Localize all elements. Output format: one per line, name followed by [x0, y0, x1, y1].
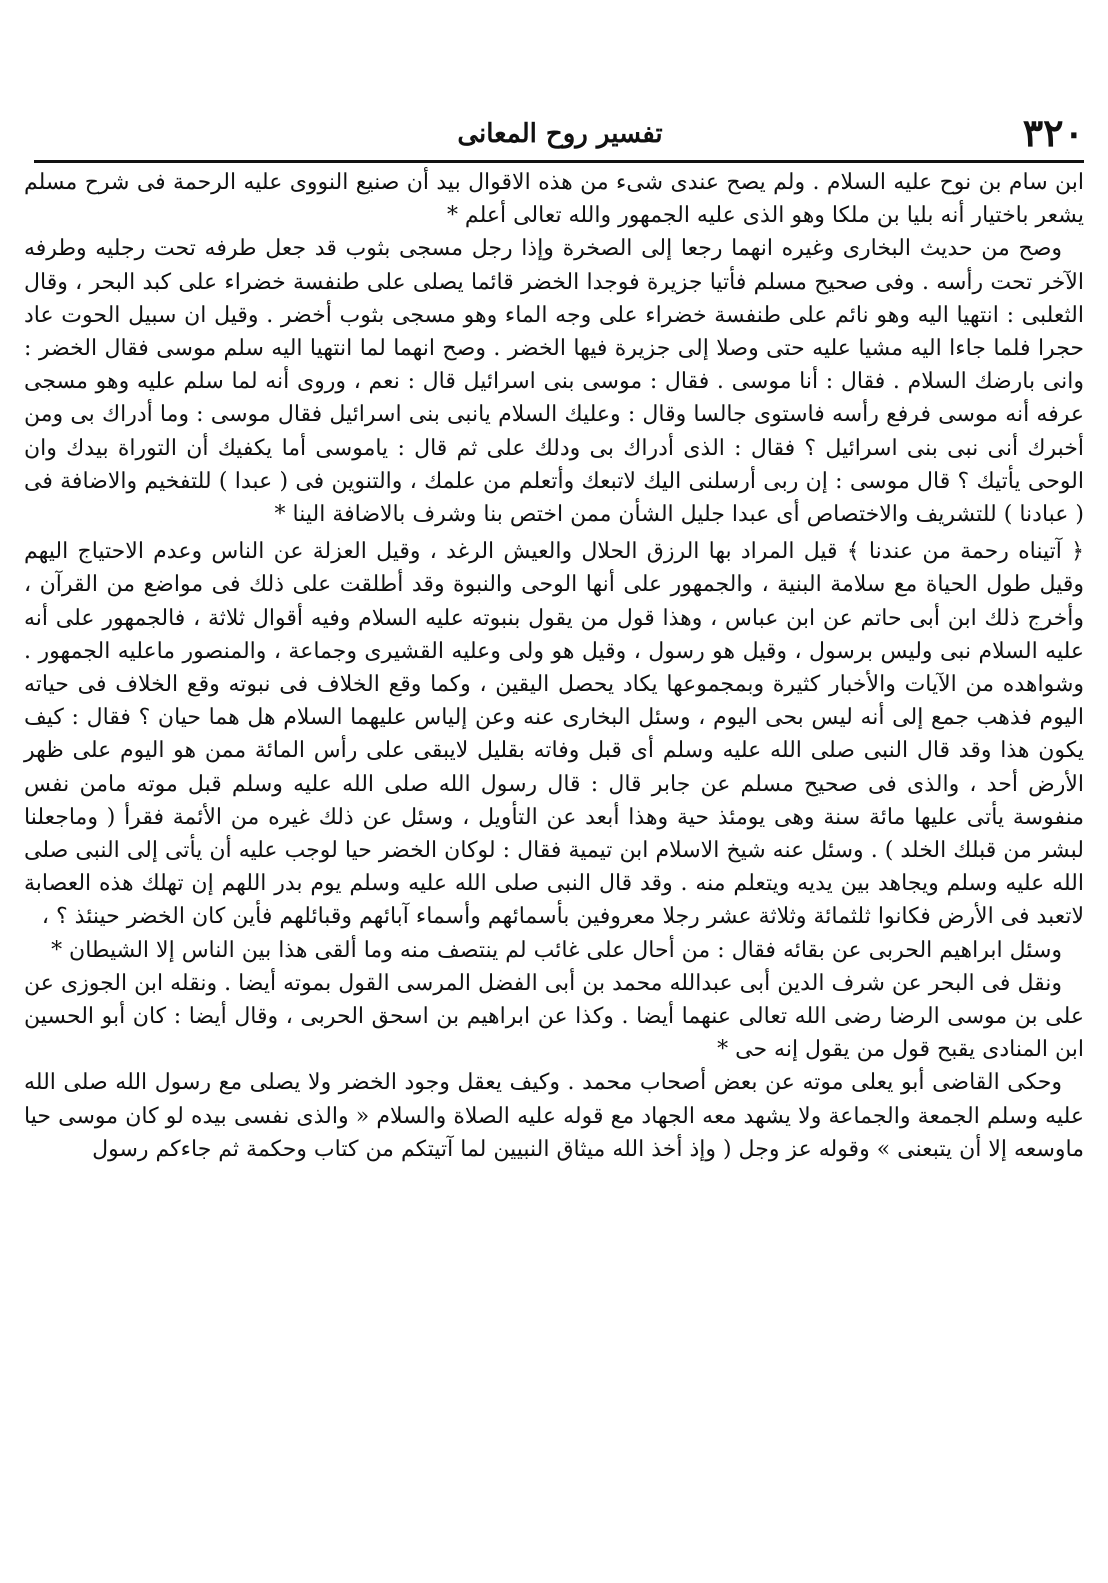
page-number: ٣٢٠: [1022, 110, 1084, 155]
page-header: [36, 108, 1084, 158]
paragraph: وسئل ابراهيم الحربى عن بقائه فقال : من أحال على غائب لم ينتصف منه وما ألقى هذا بين الناس إلا الشيطان *: [51, 937, 1062, 963]
paragraph: وحكى القاضى أبو يعلى موته عن بعض أصحاب محمد . وكيف يعقل وجود الخضر ولا يصلى مع رسول الله صلى الله عليه وسلم الجمعة والجماعة ولا يشهد معه الجهاد مع قوله عليه الصلاة والسلام « والذى نفسى بيده لو كان موسى حيا ماوسعه إلا أن يتبعنى » وقوله عز وجل ( وإذ أخذ الله ميثاق النبيين لما آتيتكم من كتاب وحكمة ثم جاءكم رسول: [24, 1070, 1084, 1162]
header-rule: [34, 160, 1084, 163]
paragraph: ابن سام بن نوح عليه السلام . ولم يصح عندى شىء من هذه الاقوال بيد أن صنيع النووى عليه الرحمة فى شرح مسلم يشعر باختيار أنه بليا بن ملكا وهو الذى عليه الجمهور والله تعالى أعلم *: [24, 170, 1084, 229]
paragraph: ونقل فى البحر عن شرف الدين أبى عبدالله محمد بن أبى الفضل المرسى القول بموته أيضا . ونقله ابن الجوزى عن على بن موسى الرضا رضى الله تعالى عنهما أيضا . وكذا عن ابراهيم بن اسحق الحربى ، وقال أيضا : كان أبو الحسين ابن المنادى يقبح قول من يقول إنه حى *: [24, 970, 1084, 1063]
paragraph: ﴿ آتيناه رحمة من عندنا ﴾ قيل المراد بها الرزق الحلال والعيش الرغد ، وقيل العزلة عن الناس وعدم الاحتياج اليهم وقيل طول الحياة مع سلامة البنية ، والجمهور على أنها الوحى والنبوة وقد أطلقت على ذلك فى مواضع من القرآن ، وأخرج ذلك ابن أبى حاتم عن ابن عباس ، وهذا قول من يقول بنبوته عليه السلام وفيه أقوال ثلاثة ، فالجمهور على أنه عليه السلام نبى وليس برسول ، وقيل هو رسول ، وقيل هو ولى وعليه القشيرى وجماعة ، والمنصور ماعليه الجمهور . وشواهده من الآيات والأخبار كثيرة وبمجموعها يكاد يحصل اليقين ، وكما وقع الخلاف فى نبوته وقع الخلاف فى حياته اليوم فذهب جمع إلى أنه ليس بحى اليوم ، وسئل البخارى عنه وعن إلياس عليهما السلام هل هما حيان ؟ فقال : كيف يكون هذا وقد قال النبى صلى الله عليه وسلم أى قبل وفاته بقليل لايبقى على رأس المائة ممن هو اليوم على ظهر الأرض أحد ، والذى فى صحيح مسلم عن جابر قال : قال رسول الله صلى الله عليه وسلم قبل موته مامن نفس منفوسة يأتى عليها مائة سنة وهى يومئذ حية وهذا أبعد عن التأويل ، وسئل عن ذلك غيره من الأئمة فقرأ ( وماجعلنا لبشر من قبلك الخلد ) . وسئل عنه شيخ الاسلام ابن تيمية فقال : لوكان الخضر حيا لوجب عليه أن يأتى إلى النبى صلى الله عليه وسلم ويجاهد بين يديه ويتعلم منه . وقد قال النبى صلى الله عليه وسلم يوم بدر اللهم إن تهلك هذه العصابة لاتعبد فى الأرض فكانوا ثلثمائة وثلاثة عشر رجلا معروفين بأسمائهم وأسماء آبائهم وقبائلهم فأين كان الخضر حينئذ ؟ ،: [24, 539, 1085, 930]
body-text: [24, 166, 1084, 1166]
paragraph: وصح من حديث البخارى وغيره انهما رجعا إلى الصخرة وإذا رجل مسجى بثوب قد جعل طرفه تحت رجليه وطرفه الآخر تحت رأسه . وفى صحيح مسلم فأتيا جزيرة فوجدا الخضر قائما يصلى على طنفسة خضراء على كبد البحر ، وقال الثعلبى : انتهيا اليه وهو نائم على طنفسة خضراء على وجه الماء وهو مسجى بثوب أخضر . وقيل ان سبيل الحوت عاد حجرا فلما جاءا اليه مشيا عليه حتى وصلا إلى جزيرة فيها الخضر . وصح انهما لما انتهيا اليه سلم موسى فقال الخضر : وانى بارضك السلام . فقال : أنا موسى . فقال : موسى بنى اسرائيل قال : نعم ، وروى أنه لما سلم عليه وهو مسجى عرفه أنه موسى فرفع رأسه فاستوى جالسا وقال : وعليك السلام يانبى بنى اسرائيل فقال موسى : وما أدراك بى ومن أخبرك أنى نبى بنى اسرائيل ؟ فقال : الذى أدراك بى ودلك على ثم قال : ياموسى أما يكفيك أن التوراة بيدك وان الوحى يأتيك ؟ قال موسى : إن ربى أرسلنى اليك لاتبعك وأتعلم من علمك ، والتنوين فى ( عبدا ) للتفخيم والاضافة فى ( عبادنا ) للتشريف والاختصاص أى عبدا جليل الشأن ممن اختص بنا وشرف بالاضافة الينا *: [24, 236, 1085, 528]
running-title: تفسير روح المعانى: [457, 119, 663, 149]
